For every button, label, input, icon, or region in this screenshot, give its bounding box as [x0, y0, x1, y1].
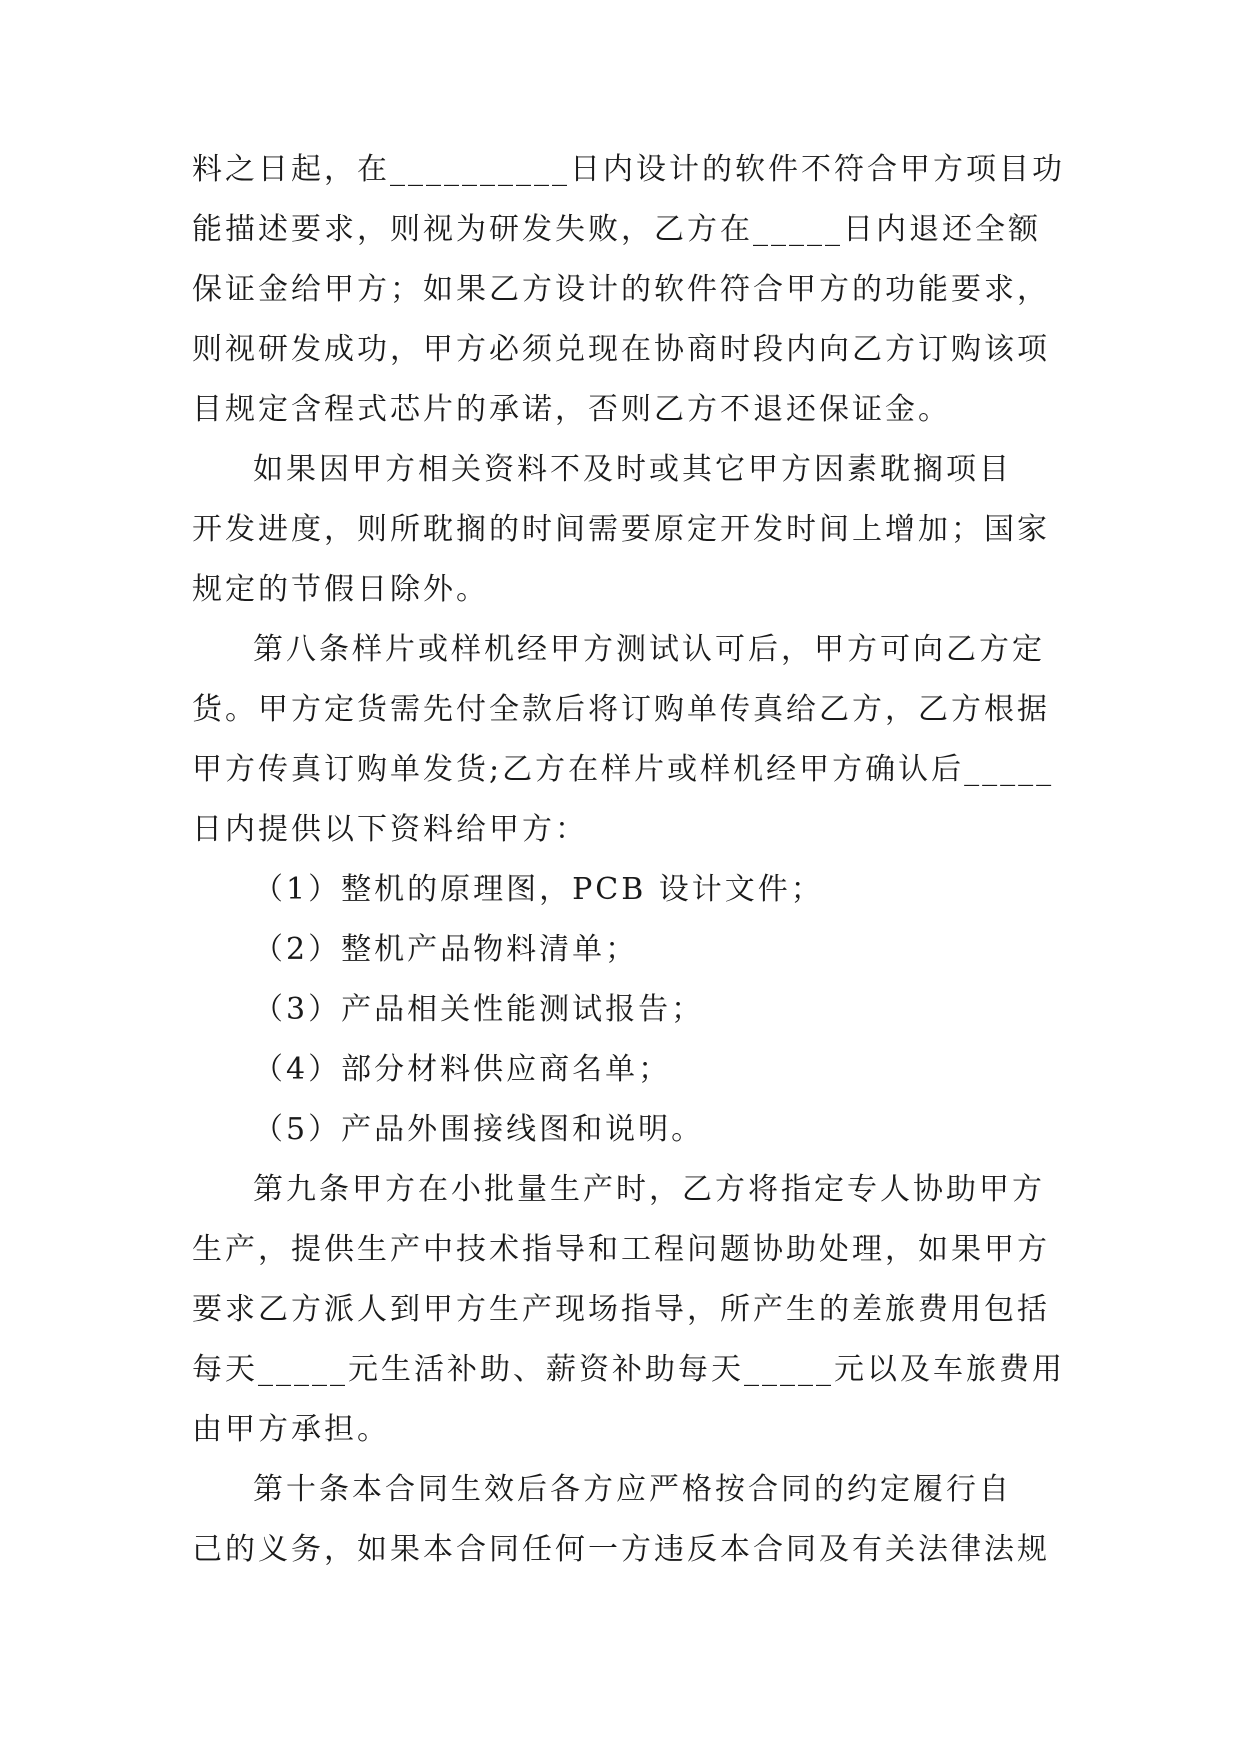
text-line: 要求乙方派人到甲方生产现场指导，所产生的差旅费用包括 — [192, 1292, 1050, 1327]
text-line: 日内提供以下资料给甲方： — [192, 812, 588, 847]
text-line: 甲方传真订购单发货;乙方在样片或样机经甲方确认后_____ — [192, 752, 1055, 787]
list-item: （2）整机产品物料清单； — [253, 932, 639, 967]
list-item: （1）整机的原理图，PCB 设计文件； — [253, 872, 824, 907]
paragraph-start-line: 如果因甲方相关资料不及时或其它甲方因素耽搁项目 — [253, 452, 1012, 487]
text-line: 能描述要求，则视为研发失败，乙方在_____日内退还全额 — [192, 212, 1041, 247]
text-line: 货。甲方定货需先付全款后将订购单传真给乙方，乙方根据 — [192, 692, 1050, 727]
text-line: 则视研发成功，甲方必须兑现在协商时段内向乙方订购该项 — [192, 332, 1050, 367]
article-10-heading-line: 第十条本合同生效后各方应严格按合同的约定履行自 — [253, 1472, 1012, 1507]
article-9-heading-line: 第九条甲方在小批量生产时，乙方将指定专人协助甲方 — [253, 1172, 1045, 1207]
text-line: 保证金给甲方；如果乙方设计的软件符合甲方的功能要求， — [192, 272, 1050, 307]
text-line: 规定的节假日除外。 — [192, 572, 489, 607]
list-item: （3）产品相关性能测试报告； — [253, 992, 705, 1027]
text-line: 由甲方承担。 — [192, 1412, 390, 1447]
text-line: 目规定含程式芯片的承诺，否则乙方不退还保证金。 — [192, 392, 951, 427]
text-line: 生产，提供生产中技术指导和工程问题协助处理，如果甲方 — [192, 1232, 1050, 1267]
text-line: 开发进度，则所耽搁的时间需要原定开发时间上增加；国家 — [192, 512, 1050, 547]
article-8-heading-line: 第八条样片或样机经甲方测试认可后，甲方可向乙方定 — [253, 632, 1045, 667]
text-line: 料之日起，在__________日内设计的软件不符合甲方项目功 — [192, 152, 1065, 187]
list-item: （5）产品外围接线图和说明。 — [253, 1112, 705, 1147]
text-line: 己的义务，如果本合同任何一方违反本合同及有关法律法规 — [192, 1532, 1050, 1567]
text-line: 每天_____元生活补助、薪资补助每天_____元以及车旅费用 — [192, 1352, 1065, 1387]
list-item: （4）部分材料供应商名单； — [253, 1052, 672, 1087]
